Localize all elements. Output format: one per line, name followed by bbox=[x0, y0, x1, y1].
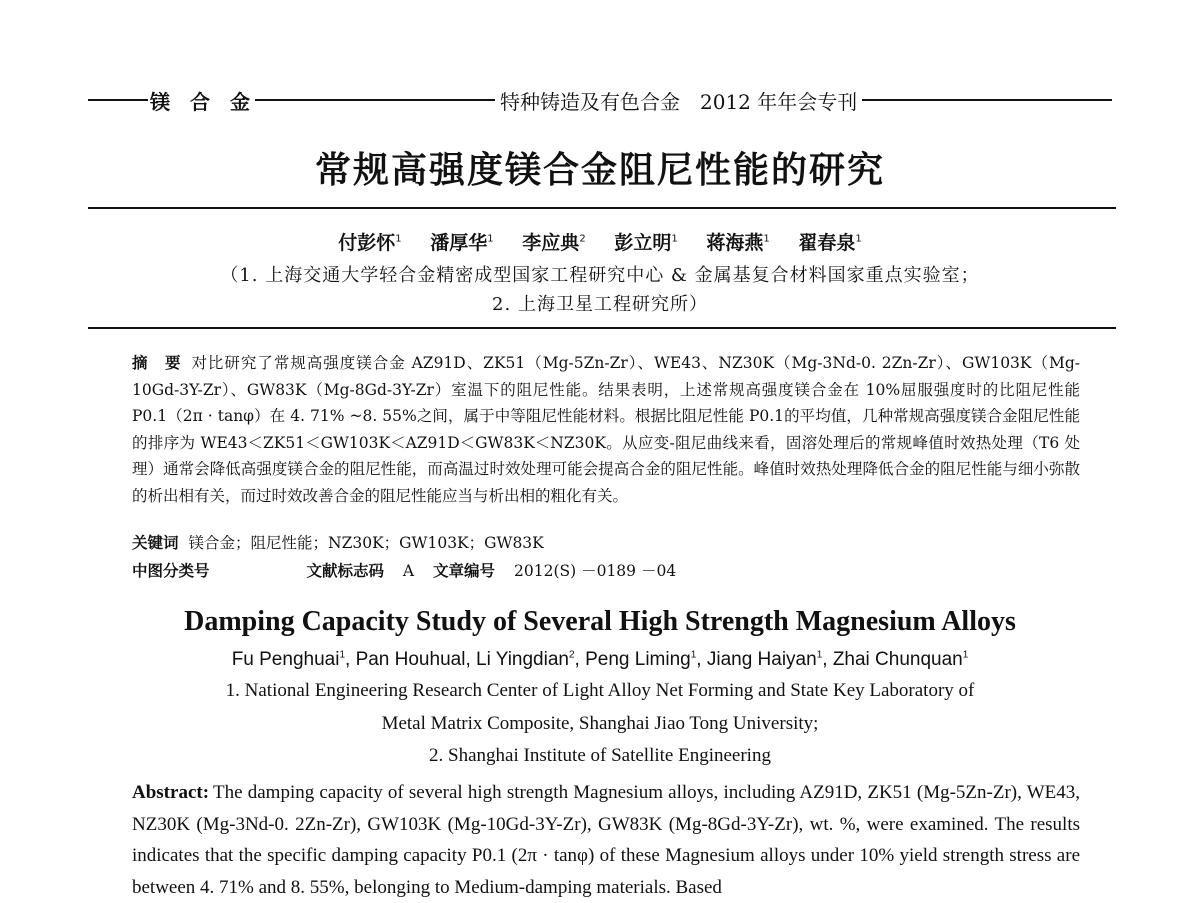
affiliation-en-line3: 2. Shanghai Institute of Satellite Engineering bbox=[429, 745, 771, 766]
author-cn: 彭立明$^1$ bbox=[614, 232, 678, 254]
author-en: Jiang Haiyan$^1$ bbox=[706, 649, 823, 670]
paper-title-cn: 常规高强度镁合金阻尼性能的研究 bbox=[314, 150, 885, 191]
author-list-cn bbox=[0, 228, 1200, 255]
author-cn: 翟春泉$^1$ bbox=[798, 232, 862, 254]
author-en: Pan Houhual bbox=[355, 649, 466, 670]
doc-code-value: A bbox=[402, 562, 415, 580]
author-en: Zhai Chunquan$^1$ bbox=[832, 649, 969, 670]
author-cn: 付彭怀$^1$ bbox=[338, 232, 402, 254]
article-no-label: 文章编号 bbox=[433, 562, 496, 580]
abstract-en bbox=[132, 777, 1080, 903]
author-list-en: Fu Penghuai$^1$, Pan Houhual, Li Yingdian$^2$, Peng Liming$^1$, Jiang Haiyan$^1$, Zhai Chunquan$^1$ bbox=[231, 649, 969, 670]
header-section-label: 镁合金 bbox=[150, 86, 270, 115]
header-rule-right bbox=[862, 99, 1112, 101]
keywords-cn bbox=[132, 531, 544, 553]
affiliation-rule bbox=[88, 327, 1116, 329]
affiliation-cn-line2: 2. 上海卫星工程研究所） bbox=[492, 294, 708, 315]
affiliation-cn-line1: （1. 上海交通大学轻合金精密成型国家工程研究中心 & 金属基复合材料国家重点实验室； bbox=[220, 265, 980, 286]
clc-label: 中图分类号 bbox=[132, 562, 210, 580]
affiliation-en-line1: 1. National Engineering Research Center of Light Alloy Net Forming and State Key Laboratory of bbox=[225, 680, 975, 701]
header-journal-label: 特种铸造及有色合金 2012 年年会专刊 bbox=[500, 86, 857, 115]
header-rule-middle bbox=[255, 99, 495, 101]
abstract-cn-text: 对比研究了常规高强度镁合金 AZ91D、ZK51（Mg-5Zn-Zr）、WE43、NZ30K（Mg-3Nd-0. 2Zn-Zr）、GW103K（Mg-10Gd-3Y-Zr）、GW83K（Mg-8Gd-3Y-Zr）室温下的阻尼性能。结果表明，上述常规高强度镁合金在 10%屈服强度时的比阻尼性能 P0.1（2π · tanφ）在 4. 71% ~8. 55%之间，属于中等阻尼性能材料。根据比阻尼性能 P0.1的平均值，几种常规高强度镁合金阻尼性能的排序为 WE43＜ZK51＜GW103K＜AZ91D＜GW83K＜NZ30K。从应变-阻尼曲线来看，固溶处理后的常规峰值时效热处理（T6 处理）通常会降低高强度镁合金的阻尼性能，而高温过时效处理可能会提高合金的阻尼性能。峰值时效热处理降低合金的阻尼性能与细小弥散的析出相有关，而过时效改善合金的阻尼性能应当与析出相的粗化有关。 bbox=[132, 354, 1080, 505]
author-cn: 潘厚华$^1$ bbox=[430, 232, 494, 254]
author-en: Peng Liming$^1$ bbox=[585, 649, 697, 670]
doc-code-label: 文献标志码 bbox=[306, 562, 384, 580]
author-en: Li Yingdian$^2$ bbox=[476, 649, 575, 670]
author-en: Fu Penghuai$^1$ bbox=[231, 649, 345, 670]
abstract-cn-label: 摘 要 bbox=[132, 354, 182, 372]
keywords-cn-label: 关键词 bbox=[132, 534, 179, 552]
paper-title-en: Damping Capacity Study of Several High Strength Magnesium Alloys bbox=[184, 606, 1016, 637]
abstract-cn bbox=[132, 350, 1080, 509]
affiliation-en-line2: Metal Matrix Composite, Shanghai Jiao Tong University; bbox=[381, 713, 819, 734]
article-no-value: 2012(S) －0189 －04 bbox=[514, 562, 677, 580]
classification-line bbox=[132, 559, 676, 581]
abstract-en-label: Abstract: bbox=[132, 782, 210, 803]
keywords-cn-text: 镁合金；阻尼性能；NZ30K；GW103K；GW83K bbox=[188, 534, 544, 552]
abstract-en-text: The damping capacity of several high strength Magnesium alloys, including AZ91D, ZK51 (Mg-5Zn-Zr), WE43, NZ30K (Mg-3Nd-0. 2Zn-Zr), GW103K (Mg-10Gd-3Y-Zr), GW83K (Mg-8Gd-3Y-Zr), wt. %, were examined. The results indicates that the specific damping capacity P0.1 (2π · tanφ) of these Magnesium alloys under 10% yield strength stress are between 4. 71% and 8. 55%, belonging to Medium-damping materials. Based bbox=[132, 782, 1080, 898]
author-cn: 李应典$^2$ bbox=[522, 232, 586, 254]
title-rule bbox=[88, 207, 1116, 209]
header-rule-left bbox=[88, 99, 148, 101]
author-cn: 蒋海燕$^1$ bbox=[706, 232, 770, 254]
